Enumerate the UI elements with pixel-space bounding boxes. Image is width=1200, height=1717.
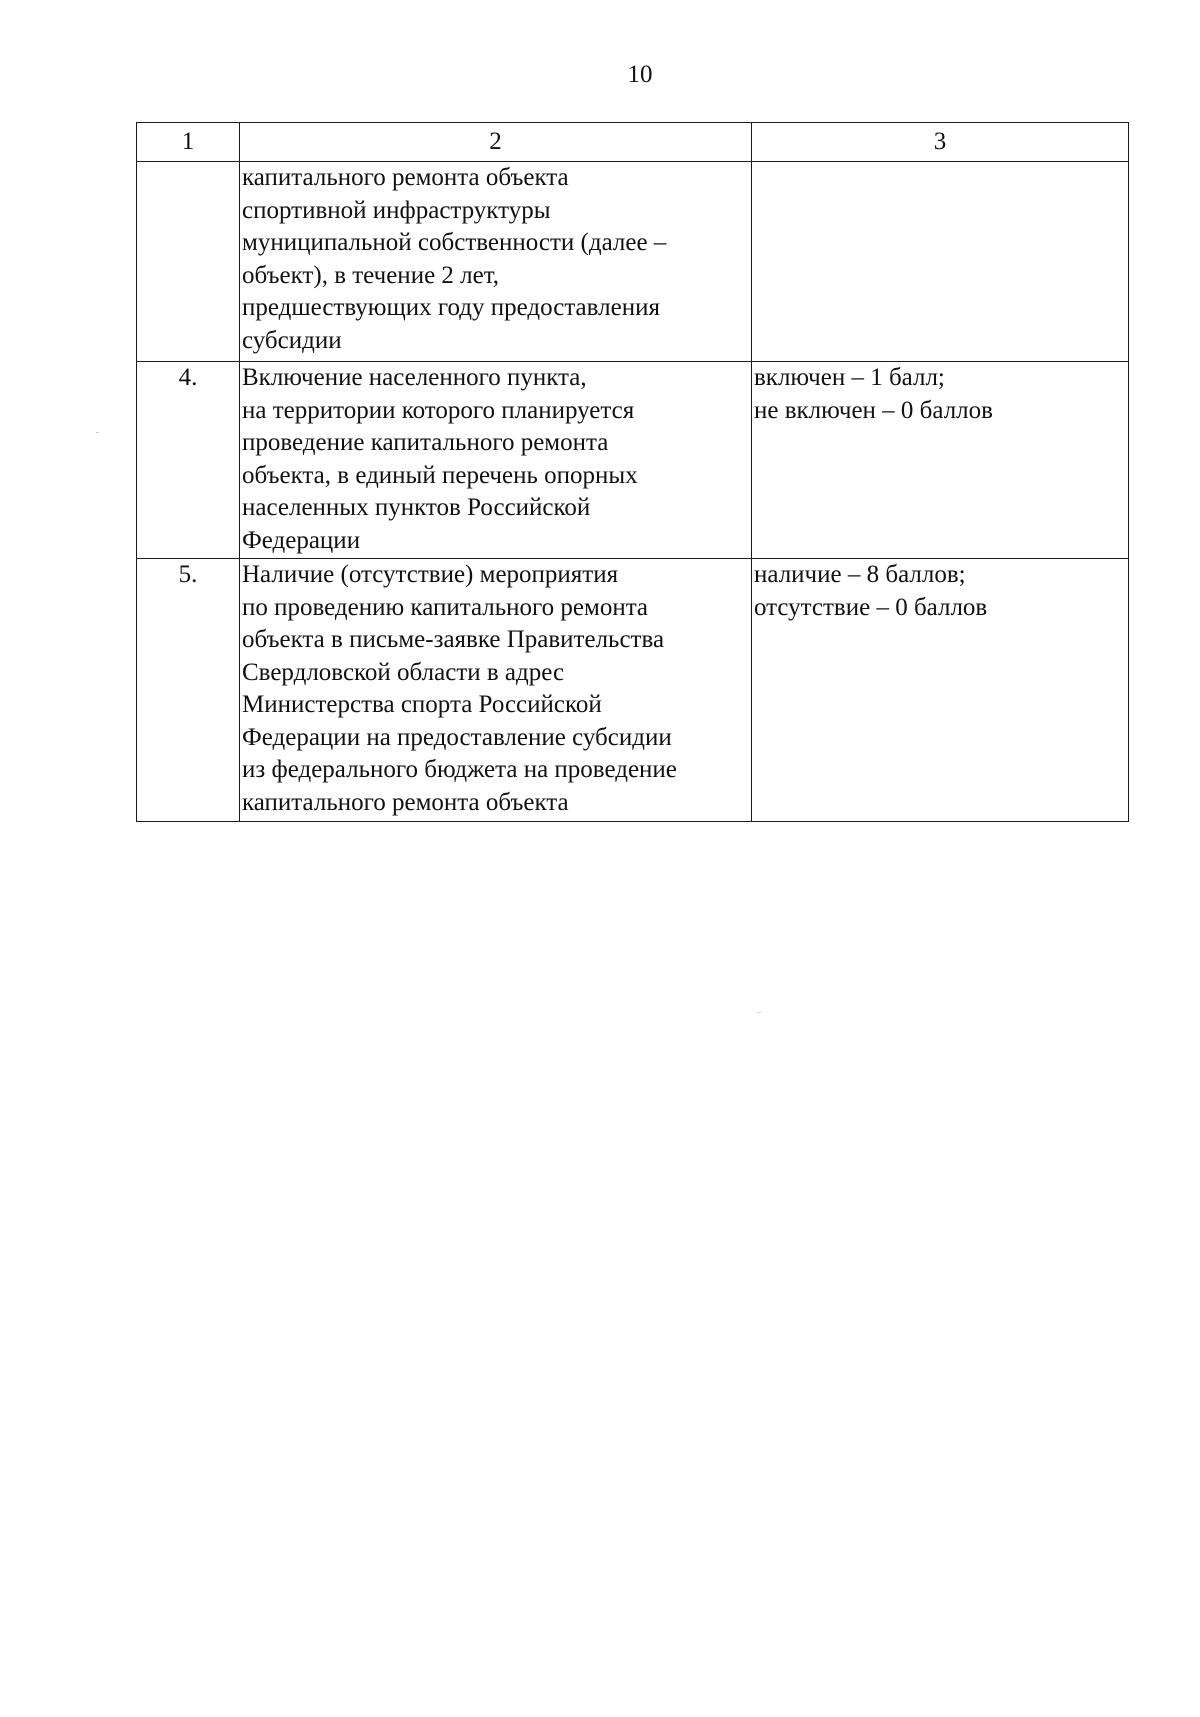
table-row bbox=[137, 559, 1129, 822]
table-row bbox=[137, 162, 1129, 362]
criterion-cell bbox=[240, 362, 752, 559]
page-number: 10 bbox=[627, 61, 653, 88]
row-number: 4. bbox=[137, 362, 240, 559]
criterion-cell bbox=[240, 559, 752, 822]
scan-speck bbox=[757, 1012, 761, 1013]
criteria-table bbox=[136, 122, 1129, 822]
criterion-text: Включение населенного пункта, на территории которого планируется проведение капитального ремонта объекта, в единый перечень опорных населенных пунктов Российской Федерации bbox=[242, 364, 638, 554]
score-cell bbox=[752, 362, 1129, 559]
score-text: включен – 1 балл; не включен – 0 баллов bbox=[754, 364, 993, 424]
column-header-3: 3 bbox=[752, 123, 1129, 162]
criterion-text: капитального ремонта объекта спортивной инфраструктуры муниципальной собственности (далее – объект), в течение 2 лет, предшествующих году предоставления субсидии bbox=[242, 164, 667, 354]
table-header-row bbox=[137, 123, 1129, 162]
scan-speck bbox=[96, 432, 99, 433]
criterion-cell bbox=[240, 162, 752, 362]
criterion-text: Наличие (отсутствие) мероприятия по проведению капитального ремонта объекта в письме-заявке Правительства Свердловской области в адрес Министерства спорта Российской Федерации на предоставление субсидии из федерального бюджета на проведение капитального ремонта объекта bbox=[242, 561, 677, 816]
column-header-1: 1 bbox=[137, 123, 240, 162]
row-number bbox=[137, 162, 240, 362]
row-number: 5. bbox=[137, 559, 240, 822]
score-cell bbox=[752, 559, 1129, 822]
table-row bbox=[137, 362, 1129, 559]
column-header-2: 2 bbox=[240, 123, 752, 162]
score-cell bbox=[752, 162, 1129, 362]
score-text: наличие – 8 баллов; отсутствие – 0 баллов bbox=[754, 561, 988, 621]
